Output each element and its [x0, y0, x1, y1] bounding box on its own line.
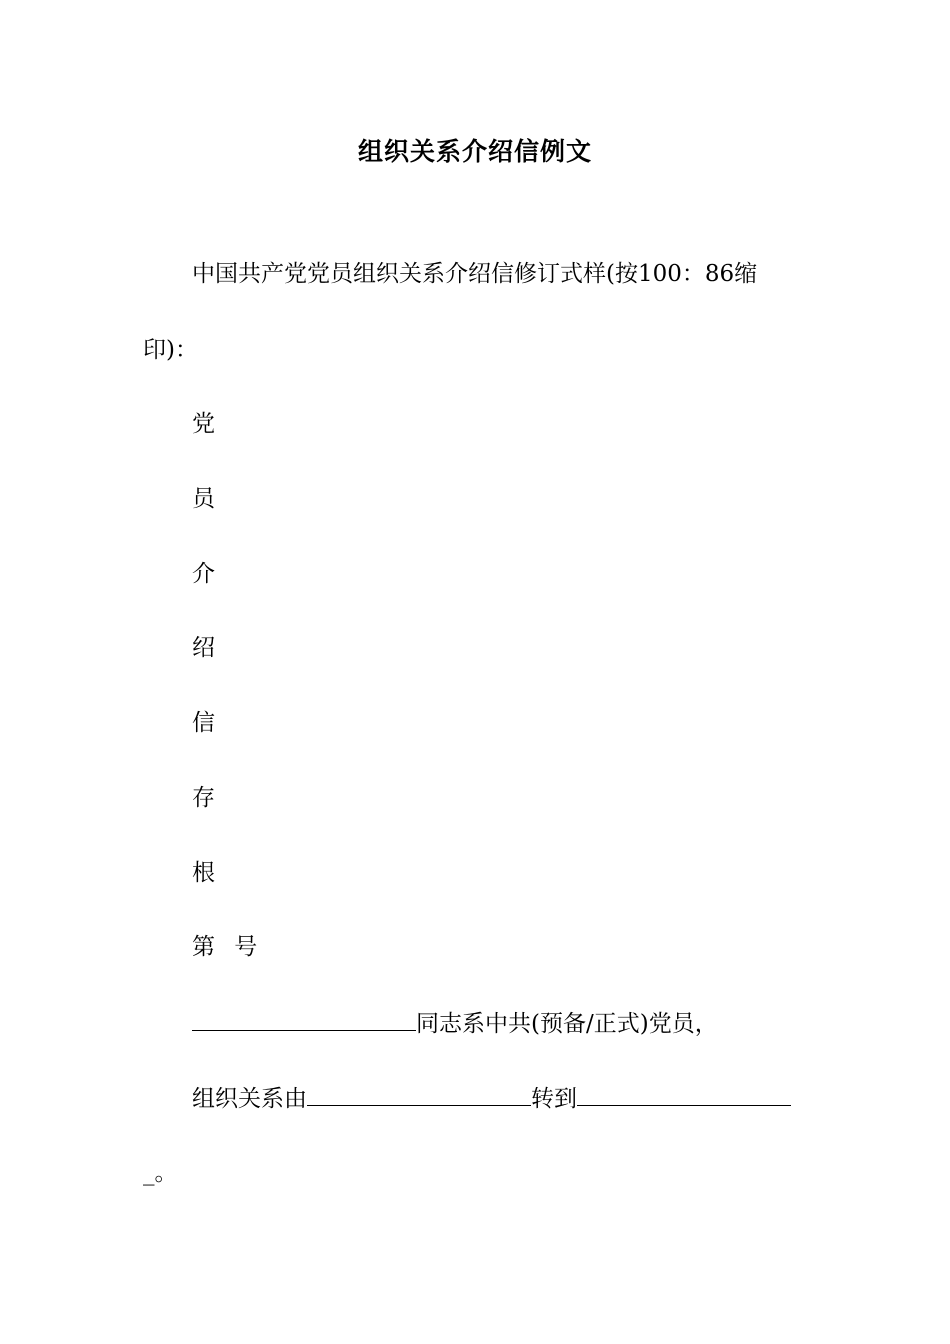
- stub-char-3: 介: [192, 561, 215, 587]
- stub-char-2: 员: [192, 486, 215, 512]
- transfer-middle: 转到: [531, 1086, 577, 1112]
- transfer-prefix: 组织关系由: [192, 1086, 307, 1112]
- number-label: 第 号: [192, 934, 258, 960]
- member-line: [192, 1006, 718, 1040]
- intro-line-1: 中国共产党党员组织关系介绍信修订式样(按100：86缩: [192, 261, 758, 287]
- document-title: 组织关系介绍信例文: [357, 137, 592, 166]
- stub-char-4: 绍: [192, 635, 215, 661]
- transfer-line: [192, 1081, 791, 1115]
- intro-line-2: 印)：: [143, 337, 198, 363]
- member-name-blank[interactable]: [192, 1006, 416, 1031]
- to-org-blank[interactable]: [577, 1081, 791, 1106]
- stub-char-1: 党: [192, 411, 215, 437]
- stub-char-6: 存: [192, 785, 215, 811]
- stub-char-7: 根: [192, 860, 215, 886]
- stub-char-5: 信: [192, 710, 215, 736]
- member-line-suffix: 同志系中共(预备/正式)党员，: [416, 1011, 718, 1037]
- from-org-blank[interactable]: [307, 1081, 531, 1106]
- closing-line: _。: [143, 1160, 178, 1186]
